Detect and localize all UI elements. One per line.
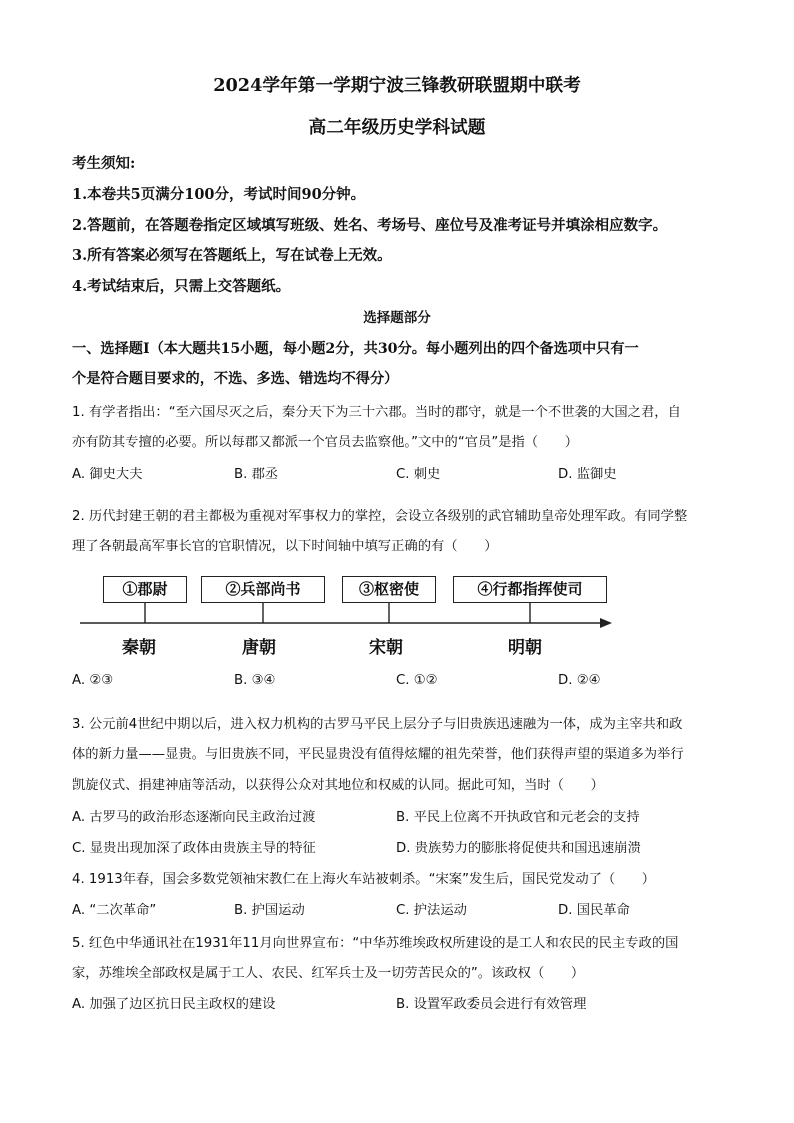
question-text: 5. 红色中华通讯社在1931年11月向世界宣布：“中华苏维埃政权所建设的是工人和农民的民主专政的国 — [72, 936, 679, 951]
timeline-box: ②兵部尚书 — [201, 576, 325, 603]
option-a: A. 御史大夫 — [72, 467, 143, 482]
option-d: D. ②④ — [558, 673, 601, 688]
question-text: 2. 历代封建王朝的君主都极为重视对军事权力的掌控，会设立各级别的武官辅助皇帝处理军政。有同学整 — [72, 509, 688, 524]
option-b: B. 护国运动 — [234, 903, 305, 918]
question-text: 4. 1913年春，国会多数党领袖宋教仁在上海火车站被刺杀。“宋案”发生后，国民党发动了（ ） — [72, 872, 656, 887]
option-b: B. ③④ — [234, 673, 276, 688]
option-c: C. 刺史 — [396, 467, 441, 482]
question-text: 凯旋仪式、捐建神庙等活动，以获得公众对其地位和权威的认同。据此可知，当时（ ） — [72, 778, 604, 793]
instruction-item: 1.本卷共5页满分100分，考试时间90分钟。 — [72, 186, 366, 203]
option-b: B. 平民上位离不开执政官和元老会的支持 — [396, 810, 640, 825]
option-d: D. 贵族势力的膨胀将促使共和国迅速崩溃 — [396, 841, 641, 856]
question-text: 理了各朝最高军事长官的官职情况，以下时间轴中填写正确的有（ ） — [72, 539, 498, 554]
timeline-label: 秦朝 — [122, 638, 156, 658]
timeline-box: ④行都指挥使司 — [453, 576, 607, 603]
option-a: A. “二次革命” — [72, 903, 157, 918]
timeline-label: 宋朝 — [369, 638, 403, 658]
question-text: 3. 公元前4世纪中期以后，进入权力机构的古罗马平民上层分子与旧贵族迅速融为一体，成为主宰共和政 — [72, 717, 683, 732]
question-text: 体的新力量——显贵。与旧贵族不同，平民显贵没有值得炫耀的祖先荣誉，他们获得声望的渠道多为举行 — [72, 747, 684, 762]
question-text: 亦有防其专擅的必要。所以每郡又都派一个官员去监察他。”文中的“官员”是指（ ） — [72, 435, 578, 450]
timeline — [80, 576, 620, 666]
part-heading-line2: 个是符合题目要求的，不选、多选、错选均不得分） — [72, 371, 399, 387]
timeline-axis — [80, 576, 620, 636]
question-text: 家，苏维埃全部政权是属于工人、农民、红军兵士及一切劳苦民众的”。该政权（ ） — [72, 966, 585, 981]
section-title: 选择题部分 — [363, 310, 431, 326]
timeline-box: ③枢密使 — [342, 576, 436, 603]
option-a: A. ②③ — [72, 673, 114, 688]
option-c: C. 护法运动 — [396, 903, 467, 918]
option-a: A. 加强了边区抗日民主政权的建设 — [72, 997, 276, 1012]
option-c: C. ①② — [396, 673, 438, 688]
timeline-label: 唐朝 — [242, 638, 276, 658]
option-b: B. 设置军政委员会进行有效管理 — [396, 997, 587, 1012]
option-c: C. 显贵出现加深了政体由贵族主导的特征 — [72, 841, 316, 856]
option-a: A. 古罗马的政治形态逐渐向民主政治过渡 — [72, 810, 316, 825]
timeline-box: ①郡尉 — [103, 576, 187, 603]
instruction-item: 4.考试结束后，只需上交答题纸。 — [72, 278, 291, 295]
option-d: D. 国民革命 — [558, 903, 630, 918]
option-b: B. 郡丞 — [234, 467, 279, 482]
instructions-heading: 考生须知: — [72, 155, 136, 172]
question-text: 1. 有学者指出：“至六国尽灭之后，秦分天下为三十六郡。当时的郡守，就是一个不世袭的大国之君，自 — [72, 405, 681, 420]
instruction-item: 2.答题前，在答题卷指定区域填写班级、姓名、考场号、座位号及准考证号并填涂相应数字。 — [72, 217, 668, 234]
timeline-label: 明朝 — [508, 638, 542, 658]
instruction-item: 3.所有答案必须写在答题纸上，写在试卷上无效。 — [72, 247, 392, 264]
part-heading-line1: 一、选择题Ⅰ（本大题共15小题，每小题2分，共30分。每小题列出的四个备选项中只有一 — [72, 341, 639, 357]
exam-title: 2024学年第一学期宁波三锋教研联盟期中联考 — [213, 75, 581, 96]
option-d: D. 监御史 — [558, 467, 617, 482]
exam-subtitle: 高二年级历史学科试题 — [308, 117, 486, 138]
